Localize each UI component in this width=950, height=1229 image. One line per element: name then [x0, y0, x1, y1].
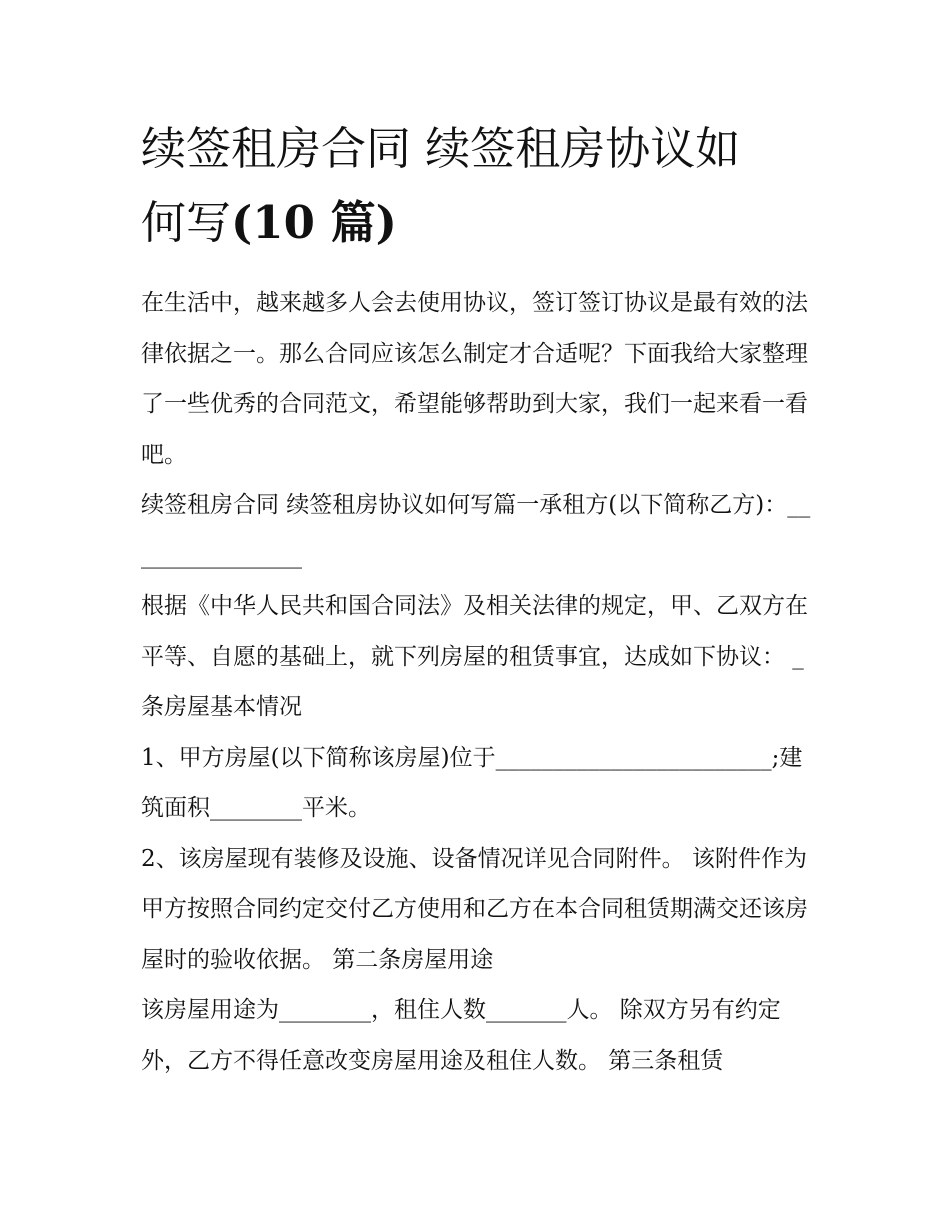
clause-location-paragraph: 1、甲方房屋(以下简称该房屋)位于________________________;建筑面积________平米。 [141, 744, 803, 821]
intro-paragraph: 在生活中，越来越多人会去使用协议，签订签订协议是最有效的法律依据之一。那么合同应该怎么制定才合适呢？下面我给大家整理了一些优秀的合同范文，希望能够帮助到大家，我们一起来看一看吧。 [141, 290, 808, 468]
legal-basis-paragraph: 根据《中华人民共和国合同法》及相关法律的规定，甲、乙双方在平等、自愿的基础上，就下列房屋的租赁事宜，达成如下协议： _条房屋基本情况 [141, 593, 808, 720]
clause-usage-paragraph: 该房屋用途为________，租住人数_______人。 除双方另有约定外，乙方不得任意改变房屋用途及租住人数。 第三条租赁 [141, 997, 781, 1074]
lessee-paragraph: 续签租房合同 续签租房协议如何写篇一承租方(以下简称乙方)：________________ [141, 492, 811, 569]
document-body [141, 112, 816, 1086]
title-line-2-prefix: 何写 [141, 196, 232, 249]
title-line-1: 续签租房合同 续签租房协议如 [141, 122, 741, 175]
document-title [141, 112, 816, 260]
title-line-2-count: (10 篇) [231, 196, 397, 249]
clause-facilities-paragraph: 2、该房屋现有装修及设施、设备情况详见合同附件。 该附件作为甲方按照合同约定交付乙方使用和乙方在本合同租赁期满交还该房屋时的验收依据。 第二条房屋用途 [141, 845, 808, 973]
